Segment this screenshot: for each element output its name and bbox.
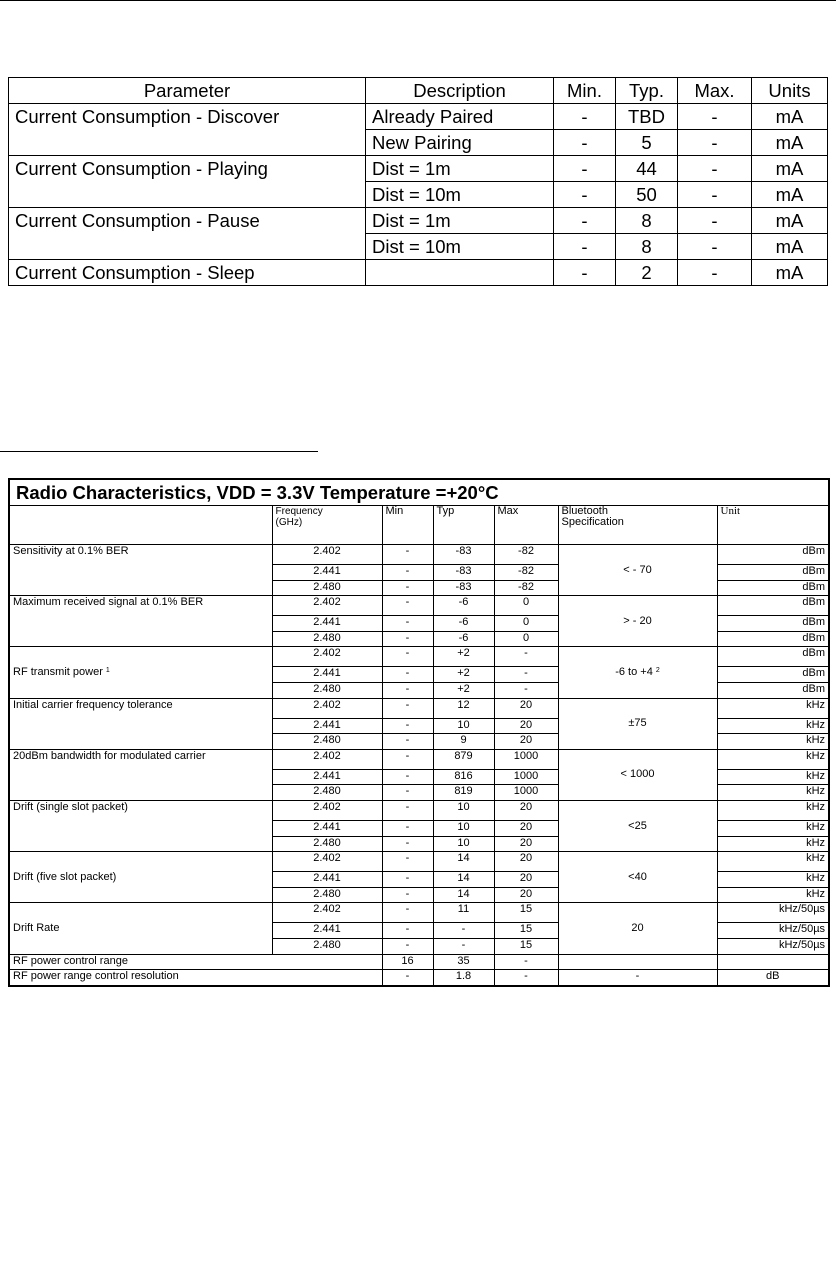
typ-cell: 12 [433,698,494,718]
typ-cell: -83 [433,565,494,581]
frequency-cell: 2.480 [272,631,382,647]
units-cell: mA [752,130,828,156]
parameter-cell [9,647,272,698]
max-cell: -82 [494,565,558,581]
unit-cell: kHz [717,734,829,750]
typ-cell: -83 [433,580,494,596]
frequency-cell: 2.480 [272,887,382,903]
spec-value: < 1000 [620,768,655,781]
min-cell: - [382,769,433,785]
max-cell: - [494,682,558,698]
bluetooth-spec-cell [558,545,717,596]
max-cell: 20 [494,852,558,872]
description-cell: Dist = 10m [366,182,554,208]
parameter-cell: RF power control range [9,954,382,970]
parameter-cell [9,800,272,851]
description-cell: New Pairing [366,130,554,156]
max-cell: - [494,954,558,970]
unit-cell: kHz [717,698,829,718]
unit-cell: kHz [717,820,829,836]
table-row [9,647,829,667]
table-row [9,156,828,182]
frequency-cell: 2.480 [272,938,382,954]
typ-cell: 11 [433,903,494,923]
frequency-cell: 2.402 [272,545,382,565]
parameter-label: RF transmit power [13,665,103,678]
units-cell: mA [752,234,828,260]
max-cell: - [678,260,752,286]
parameter-cell: RF power range control resolution [9,970,382,986]
units-cell: mA [752,156,828,182]
unit-cell: dBm [717,545,829,565]
unit-cell: kHz [717,872,829,888]
max-cell: 1000 [494,785,558,801]
min-cell: - [382,872,433,888]
max-cell: 0 [494,631,558,647]
unit-cell: kHz/50µs [717,903,829,923]
unit-cell: kHz [717,800,829,820]
parameter-label: Sensitivity at 0.1% BER [13,545,129,557]
max-cell: - [678,156,752,182]
max-cell: 15 [494,938,558,954]
unit-cell: dBm [717,580,829,596]
frequency-cell: 2.441 [272,820,382,836]
max-cell: 20 [494,836,558,852]
parameter-cell [9,545,272,596]
parameter-label: 20dBm bandwidth for modulated carrier [13,749,206,762]
max-cell: 20 [494,734,558,750]
typ-cell: -83 [433,545,494,565]
header-typ: Typ [433,506,494,545]
bluetooth-spec-cell [558,749,717,800]
unit-cell: kHz [717,785,829,801]
max-cell: - [494,970,558,986]
frequency-cell: 2.480 [272,785,382,801]
unit-cell: kHz [717,769,829,785]
min-cell: - [554,234,616,260]
min-cell: - [554,156,616,182]
typ-cell: 2 [616,260,678,286]
parameter-cell [9,903,272,954]
footnote-marker: 2 [655,666,660,674]
header-min: Min [382,506,433,545]
min-cell: - [382,734,433,750]
units-cell: mA [752,260,828,286]
table-row [9,104,828,130]
unit-cell: kHz [717,852,829,872]
header-frequency-line1: Frequency [275,506,323,517]
min-cell: - [382,667,433,683]
typ-cell: - [433,938,494,954]
header-typ: Typ. [616,78,678,104]
parameter-cell: Current Consumption - Pause [9,208,366,260]
bluetooth-spec-cell [558,596,717,647]
radio-table-title: Radio Characteristics, VDD = 3.3V Temperature =+20°C [9,479,829,506]
min-cell: - [382,887,433,903]
bluetooth-spec-cell [558,800,717,851]
max-cell: - [678,208,752,234]
table-row [9,208,828,234]
table-row [9,749,829,769]
frequency-cell: 2.402 [272,647,382,667]
header-frequency [272,506,382,545]
parameter-cell: Current Consumption - Sleep [9,260,366,286]
min-cell: - [382,616,433,632]
frequency-cell: 2.480 [272,580,382,596]
typ-cell: 819 [433,785,494,801]
min-cell: - [382,749,433,769]
min-cell: - [382,938,433,954]
parameter-cell [9,852,272,903]
typ-cell: -6 [433,616,494,632]
table-row [9,698,829,718]
unit-cell: dB [717,970,829,986]
unit-cell: dBm [717,631,829,647]
frequency-cell: 2.402 [272,749,382,769]
table-row [9,903,829,923]
min-cell: - [382,903,433,923]
table-row [9,954,829,970]
bluetooth-spec-cell [558,903,717,954]
frequency-cell: 2.480 [272,836,382,852]
table-row [9,596,829,616]
typ-cell: 10 [433,820,494,836]
min-cell: - [382,718,433,734]
unit-cell: kHz/50µs [717,938,829,954]
description-cell: Dist = 10m [366,234,554,260]
typ-cell: -6 [433,631,494,647]
frequency-cell: 2.441 [272,565,382,581]
min-cell: - [554,208,616,234]
table-row [9,970,829,986]
max-cell: 15 [494,903,558,923]
spec-value: < - 70 [623,563,652,576]
spec-value: ±75 [628,717,647,730]
unit-cell: dBm [717,682,829,698]
frequency-cell: 2.441 [272,923,382,939]
max-cell: 1000 [494,769,558,785]
typ-cell: 10 [433,800,494,820]
units-cell: mA [752,208,828,234]
typ-cell: 50 [616,182,678,208]
min-cell: - [554,130,616,156]
min-cell: - [382,970,433,986]
typ-cell: 8 [616,208,678,234]
units-cell: mA [752,182,828,208]
max-cell: - [494,667,558,683]
max-cell: 20 [494,887,558,903]
typ-cell: +2 [433,647,494,667]
frequency-cell: 2.402 [272,852,382,872]
min-cell: - [382,596,433,616]
min-cell: - [382,647,433,667]
min-cell: - [382,580,433,596]
header-parameter-blank [9,506,272,545]
frequency-cell: 2.441 [272,616,382,632]
max-cell: - [678,234,752,260]
bluetooth-spec-cell [558,852,717,903]
header-min: Min. [554,78,616,104]
unit-cell: dBm [717,596,829,616]
frequency-cell: 2.441 [272,667,382,683]
table-row [9,260,828,286]
typ-cell: 816 [433,769,494,785]
min-cell: - [382,800,433,820]
min-cell: - [382,785,433,801]
unit-cell: kHz [717,749,829,769]
max-cell: 20 [494,820,558,836]
max-cell: 20 [494,800,558,820]
min-cell: - [554,182,616,208]
power-header-row [9,78,828,104]
min-cell: - [382,631,433,647]
min-cell: - [382,820,433,836]
frequency-cell: 2.402 [272,903,382,923]
min-cell: 16 [382,954,433,970]
parameter-cell [9,749,272,800]
typ-cell: - [433,923,494,939]
header-max: Max. [678,78,752,104]
description-cell [366,260,554,286]
bluetooth-spec-cell [558,954,717,970]
max-cell: - [678,130,752,156]
max-cell: 20 [494,698,558,718]
min-cell: - [554,104,616,130]
max-cell: -82 [494,580,558,596]
spec-value: <40 [628,870,647,883]
section-rule [0,451,318,452]
spec-value: <25 [628,819,647,832]
parameter-cell: Current Consumption - Discover [9,104,366,156]
units-cell: mA [752,104,828,130]
max-cell: 20 [494,872,558,888]
bluetooth-spec-cell [558,698,717,749]
page-top-rule [0,0,836,1]
table-row [9,545,829,565]
parameter-label: Drift Rate [13,921,60,934]
min-cell: - [382,565,433,581]
frequency-cell: 2.402 [272,596,382,616]
header-description: Description [366,78,554,104]
bluetooth-spec-cell [558,647,717,698]
unit-cell: dBm [717,667,829,683]
header-spec-line2: Specification [561,516,624,528]
header-unit: Unit [717,506,829,545]
max-cell: - [678,182,752,208]
typ-cell: 5 [616,130,678,156]
typ-cell: 8 [616,234,678,260]
unit-cell: kHz/50µs [717,923,829,939]
radio-header-row [9,506,829,545]
min-cell: - [382,682,433,698]
unit-cell: kHz [717,887,829,903]
radio-title-row [9,479,829,506]
table-row [9,800,829,820]
min-cell: - [382,923,433,939]
typ-cell: 10 [433,836,494,852]
spec-value: 20 [631,921,644,934]
spec-value: > - 20 [623,614,652,627]
typ-cell: +2 [433,667,494,683]
typ-cell: 9 [433,734,494,750]
typ-cell: TBD [616,104,678,130]
description-cell: Dist = 1m [366,156,554,182]
typ-cell: 1.8 [433,970,494,986]
parameter-cell [9,596,272,647]
spec-value: -6 to +4 [615,665,653,678]
max-cell: 0 [494,616,558,632]
frequency-cell: 2.480 [272,734,382,750]
min-cell: - [382,836,433,852]
frequency-cell: 2.441 [272,769,382,785]
parameter-label: Drift (single slot packet) [13,800,128,813]
frequency-cell: 2.402 [272,800,382,820]
min-cell: - [554,260,616,286]
min-cell: - [382,545,433,565]
max-cell: -82 [494,545,558,565]
typ-cell: 879 [433,749,494,769]
typ-cell: 44 [616,156,678,182]
frequency-cell: 2.441 [272,718,382,734]
typ-cell: 35 [433,954,494,970]
footnote-marker: 1 [105,666,110,674]
power-consumption-table [8,77,828,286]
frequency-cell: 2.402 [272,698,382,718]
bluetooth-spec-cell: - [558,970,717,986]
typ-cell: -6 [433,596,494,616]
max-cell: - [494,647,558,667]
unit-cell: dBm [717,616,829,632]
frequency-cell: 2.441 [272,872,382,888]
parameter-label: Drift (five slot packet) [13,870,117,883]
typ-cell: 14 [433,872,494,888]
unit-cell: kHz [717,718,829,734]
unit-cell [717,954,829,970]
header-bluetooth-spec [558,506,717,545]
min-cell: - [382,852,433,872]
unit-cell: dBm [717,647,829,667]
header-max: Max [494,506,558,545]
typ-cell: 14 [433,852,494,872]
unit-cell: kHz [717,836,829,852]
max-cell: - [678,104,752,130]
min-cell: - [382,698,433,718]
header-spec-line1: Bluetooth [561,505,608,517]
max-cell: 15 [494,923,558,939]
parameter-label: Maximum received signal at 0.1% BER [13,596,204,609]
typ-cell: 14 [433,887,494,903]
description-cell: Dist = 1m [366,208,554,234]
header-frequency-line2: (GHz) [275,517,303,528]
header-units: Units [752,78,828,104]
parameter-cell: Current Consumption - Playing [9,156,366,208]
max-cell: 1000 [494,749,558,769]
header-parameter: Parameter [9,78,366,104]
radio-characteristics-table [8,478,830,987]
parameter-label: Initial carrier frequency tolerance [13,698,173,711]
max-cell: 20 [494,718,558,734]
max-cell: 0 [494,596,558,616]
frequency-cell: 2.480 [272,682,382,698]
typ-cell: 10 [433,718,494,734]
description-cell: Already Paired [366,104,554,130]
typ-cell: +2 [433,682,494,698]
unit-cell: dBm [717,565,829,581]
table-row [9,852,829,872]
parameter-cell [9,698,272,749]
